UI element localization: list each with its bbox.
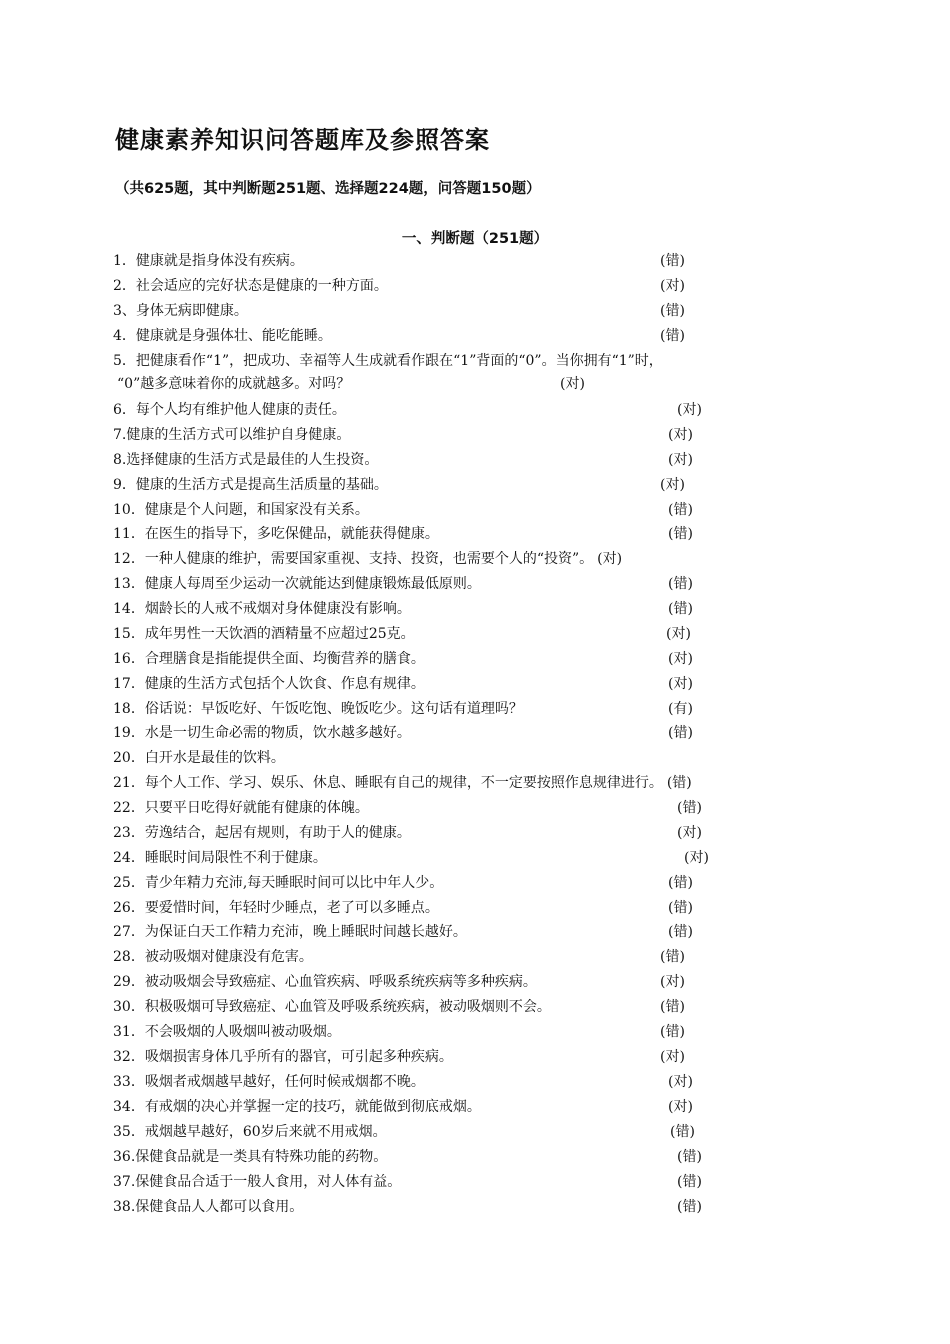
question-item bbox=[113, 250, 685, 272]
question-number: 33． bbox=[113, 1074, 145, 1090]
question-answer: (对) bbox=[660, 974, 685, 990]
question-answer: (错) bbox=[660, 1024, 685, 1040]
question-item bbox=[113, 499, 693, 521]
question-text: 戒烟越早越好，60岁后来就不用戒烟。 bbox=[144, 1124, 387, 1140]
question-item bbox=[113, 598, 693, 620]
question-text: 每个人均有维护他人健康的责任。 bbox=[135, 402, 346, 418]
question-item bbox=[113, 847, 709, 869]
question-text: 社会适应的完好状态是健康的一种方面。 bbox=[135, 278, 388, 294]
question-text: 被动吸烟会导致癌症、心血管疾病、呼吸系统疾病等多种疾病。 bbox=[144, 974, 537, 990]
question-item bbox=[113, 971, 685, 993]
question-number: 13． bbox=[113, 576, 145, 592]
question-item bbox=[113, 424, 693, 446]
question-answer: (错) bbox=[677, 1199, 702, 1215]
question-answer: (对) bbox=[666, 626, 691, 642]
question-number: 4． bbox=[113, 328, 136, 344]
question-answer: (对) bbox=[677, 402, 702, 418]
question-answer: (错) bbox=[668, 502, 693, 518]
question-item bbox=[113, 648, 693, 670]
question-item bbox=[113, 872, 693, 894]
question-text: 合理膳食是指能提供全面、均衡营养的膳食。 bbox=[144, 651, 425, 667]
question-number: 27． bbox=[113, 924, 145, 940]
question-answer: (对) bbox=[660, 1049, 685, 1065]
question-text-continued: “0”越多意味着你的成就越多。对吗？ bbox=[117, 376, 351, 392]
question-number: 23． bbox=[113, 825, 145, 841]
question-text: 在医生的指导下，多吃保健品，就能获得健康。 bbox=[144, 526, 439, 542]
question-number: 2． bbox=[113, 278, 136, 294]
question-text: 保健食品人人都可以食用。 bbox=[135, 1199, 304, 1215]
question-number: 38. bbox=[113, 1199, 136, 1215]
question-number: 3、 bbox=[113, 303, 136, 319]
question-answer: (对) bbox=[597, 551, 623, 567]
question-text: 身体无病即健康。 bbox=[135, 303, 248, 319]
question-number: 12． bbox=[113, 551, 145, 567]
question-answer: (对) bbox=[560, 376, 585, 392]
question-text: 为保证白天工作精力充沛，晚上睡眠时间越长越好。 bbox=[144, 924, 467, 940]
question-number: 10． bbox=[113, 502, 145, 518]
question-answer: (对) bbox=[677, 825, 702, 841]
question-answer: (对) bbox=[668, 676, 693, 692]
question-text: 要爱惜时间，年轻时少睡点，老了可以多睡点。 bbox=[144, 900, 439, 916]
question-answer: (错) bbox=[668, 526, 693, 542]
question-item bbox=[113, 673, 693, 695]
question-item bbox=[113, 523, 693, 545]
question-item bbox=[113, 797, 702, 819]
question-item bbox=[113, 996, 685, 1018]
question-number: 18． bbox=[113, 701, 145, 717]
question-answer: (错) bbox=[666, 775, 692, 791]
question-text: 一种人健康的维护，需要国家重视、支持、投资，也需要个人的“投资”。 bbox=[144, 551, 594, 567]
question-item bbox=[113, 1146, 702, 1168]
question-item bbox=[113, 921, 693, 943]
question-text: 健康就是指身体没有疾病。 bbox=[135, 253, 304, 269]
question-number: 32． bbox=[113, 1049, 145, 1065]
question-answer: (有) bbox=[668, 701, 693, 717]
question-text: 成年男性一天饮酒的酒精量不应超过25克。 bbox=[144, 626, 415, 642]
question-answer: (对) bbox=[668, 651, 693, 667]
question-answer: (错) bbox=[660, 253, 685, 269]
question-item bbox=[113, 772, 692, 794]
question-text: 把健康看作“1”，把成功、幸福等人生成就看作跟在“1”背面的“0”。当你拥有“1”时， bbox=[135, 353, 663, 369]
question-answer: (错) bbox=[677, 1174, 702, 1190]
question-item bbox=[113, 822, 702, 844]
question-item bbox=[113, 275, 685, 297]
question-item bbox=[113, 1096, 693, 1118]
question-number: 34． bbox=[113, 1099, 145, 1115]
question-number: 16． bbox=[113, 651, 145, 667]
question-answer: (对) bbox=[684, 850, 709, 866]
question-item bbox=[113, 449, 693, 471]
question-number: 28． bbox=[113, 949, 145, 965]
question-text: 健康人每周至少运动一次就能达到健康锻炼最低原则。 bbox=[144, 576, 481, 592]
question-number: 31． bbox=[113, 1024, 145, 1040]
question-answer: (错) bbox=[677, 800, 702, 816]
question-number: 14． bbox=[113, 601, 145, 617]
question-item bbox=[113, 325, 685, 347]
question-item bbox=[113, 1121, 695, 1143]
question-text: 保健食品就是一类具有特殊功能的药物。 bbox=[135, 1149, 388, 1165]
question-text: 有戒烟的决心并掌握一定的技巧，就能做到彻底戒烟。 bbox=[144, 1099, 481, 1115]
document-subtitle: （共625题，其中判断题251题、选择题224题，问答题150题） bbox=[115, 181, 541, 197]
question-text: 白开水是最佳的饮料。 bbox=[144, 750, 285, 766]
question-number: 26． bbox=[113, 900, 145, 916]
question-text: 健康的生活方式可以维护自身健康。 bbox=[126, 427, 351, 443]
question-item bbox=[113, 698, 693, 720]
question-text: 选择健康的生活方式是最佳的人生投资。 bbox=[126, 452, 379, 468]
question-text: 烟龄长的人戒不戒烟对身体健康没有影响。 bbox=[144, 601, 411, 617]
question-item bbox=[113, 350, 663, 396]
question-number: 6． bbox=[113, 402, 136, 418]
question-text: 健康的生活方式是提高生活质量的基础。 bbox=[135, 477, 388, 493]
question-number: 36. bbox=[113, 1149, 136, 1165]
question-number: 1． bbox=[113, 253, 136, 269]
question-number: 30． bbox=[113, 999, 145, 1015]
question-number: 21． bbox=[113, 775, 145, 791]
question-text: 劳逸结合，起居有规则，有助于人的健康。 bbox=[144, 825, 411, 841]
question-number: 8. bbox=[113, 452, 127, 468]
question-item bbox=[113, 1071, 693, 1093]
question-text: 吸烟者戒烟越早越好，任何时候戒烟都不晚。 bbox=[144, 1074, 425, 1090]
question-text: 积极吸烟可导致癌症、心血管及呼吸系统疾病，被动吸烟则不会。 bbox=[144, 999, 551, 1015]
question-number: 20． bbox=[113, 750, 145, 766]
question-item bbox=[113, 1196, 702, 1218]
question-item bbox=[113, 573, 693, 595]
question-text: 只要平日吃得好就能有健康的体魄。 bbox=[144, 800, 369, 816]
question-text: 青少年精力充沛,每天睡眠时间可以比中年人少。 bbox=[144, 875, 444, 891]
question-answer: (错) bbox=[660, 303, 685, 319]
document-title: 健康素养知识问答题库及参照答案 bbox=[115, 126, 490, 154]
question-text: 俗话说：早饭吃好、午饭吃饱、晚饭吃少。这句话有道理吗？ bbox=[144, 701, 523, 717]
question-item bbox=[113, 747, 285, 769]
question-item bbox=[113, 548, 622, 570]
question-answer: (错) bbox=[668, 900, 693, 916]
question-text: 水是一切生命必需的物质，饮水越多越好。 bbox=[144, 725, 411, 741]
question-text: 每个人工作、学习、娱乐、休息、睡眠有自己的规律，不一定要按照作息规律进行。 bbox=[144, 775, 663, 791]
question-number: 11． bbox=[113, 526, 145, 542]
question-text: 健康的生活方式包括个人饮食、作息有规律。 bbox=[144, 676, 425, 692]
question-answer: (对) bbox=[668, 427, 693, 443]
question-number: 25． bbox=[113, 875, 145, 891]
question-number: 19． bbox=[113, 725, 145, 741]
question-answer: (错) bbox=[677, 1149, 702, 1165]
question-number: 15． bbox=[113, 626, 145, 642]
question-answer: (错) bbox=[660, 999, 685, 1015]
question-answer: (错) bbox=[668, 875, 693, 891]
question-item bbox=[113, 722, 693, 744]
question-answer: (对) bbox=[660, 278, 685, 294]
question-number: 7. bbox=[113, 427, 127, 443]
question-item bbox=[113, 897, 693, 919]
question-text: 健康就是身强体壮、能吃能睡。 bbox=[135, 328, 332, 344]
question-answer: (错) bbox=[670, 1124, 695, 1140]
question-number: 35． bbox=[113, 1124, 145, 1140]
question-answer: (对) bbox=[668, 452, 693, 468]
question-item bbox=[113, 1021, 685, 1043]
question-text: 健康是个人问题，和国家没有关系。 bbox=[144, 502, 369, 518]
question-number: 24． bbox=[113, 850, 145, 866]
question-answer: (错) bbox=[668, 725, 693, 741]
question-number: 29． bbox=[113, 974, 145, 990]
question-answer: (对) bbox=[668, 1074, 693, 1090]
question-text: 吸烟损害身体几乎所有的器官，可引起多种疾病。 bbox=[144, 1049, 453, 1065]
question-answer: (对) bbox=[668, 1099, 693, 1115]
question-item bbox=[113, 1046, 685, 1068]
question-item bbox=[113, 300, 685, 322]
question-item bbox=[113, 946, 685, 968]
question-number: 22． bbox=[113, 800, 145, 816]
question-text: 保健食品合适于一般人食用，对人体有益。 bbox=[135, 1174, 402, 1190]
question-answer: (错) bbox=[668, 601, 693, 617]
question-number: 5． bbox=[113, 353, 136, 369]
question-number: 17． bbox=[113, 676, 145, 692]
question-number: 37. bbox=[113, 1174, 136, 1190]
question-item bbox=[113, 1171, 702, 1193]
question-answer: (错) bbox=[668, 576, 693, 592]
question-answer: (错) bbox=[660, 328, 685, 344]
question-text: 不会吸烟的人吸烟叫被动吸烟。 bbox=[144, 1024, 341, 1040]
section-title: 一、判断题（251题） bbox=[401, 231, 549, 247]
question-text: 睡眠时间局限性不利于健康。 bbox=[144, 850, 327, 866]
question-answer: (错) bbox=[660, 949, 685, 965]
question-number: 9． bbox=[113, 477, 136, 493]
question-text: 被动吸烟对健康没有危害。 bbox=[144, 949, 313, 965]
question-item bbox=[113, 399, 702, 421]
question-item bbox=[113, 623, 691, 645]
question-answer: (错) bbox=[668, 924, 693, 940]
question-answer: (对) bbox=[660, 477, 685, 493]
question-item bbox=[113, 474, 685, 496]
